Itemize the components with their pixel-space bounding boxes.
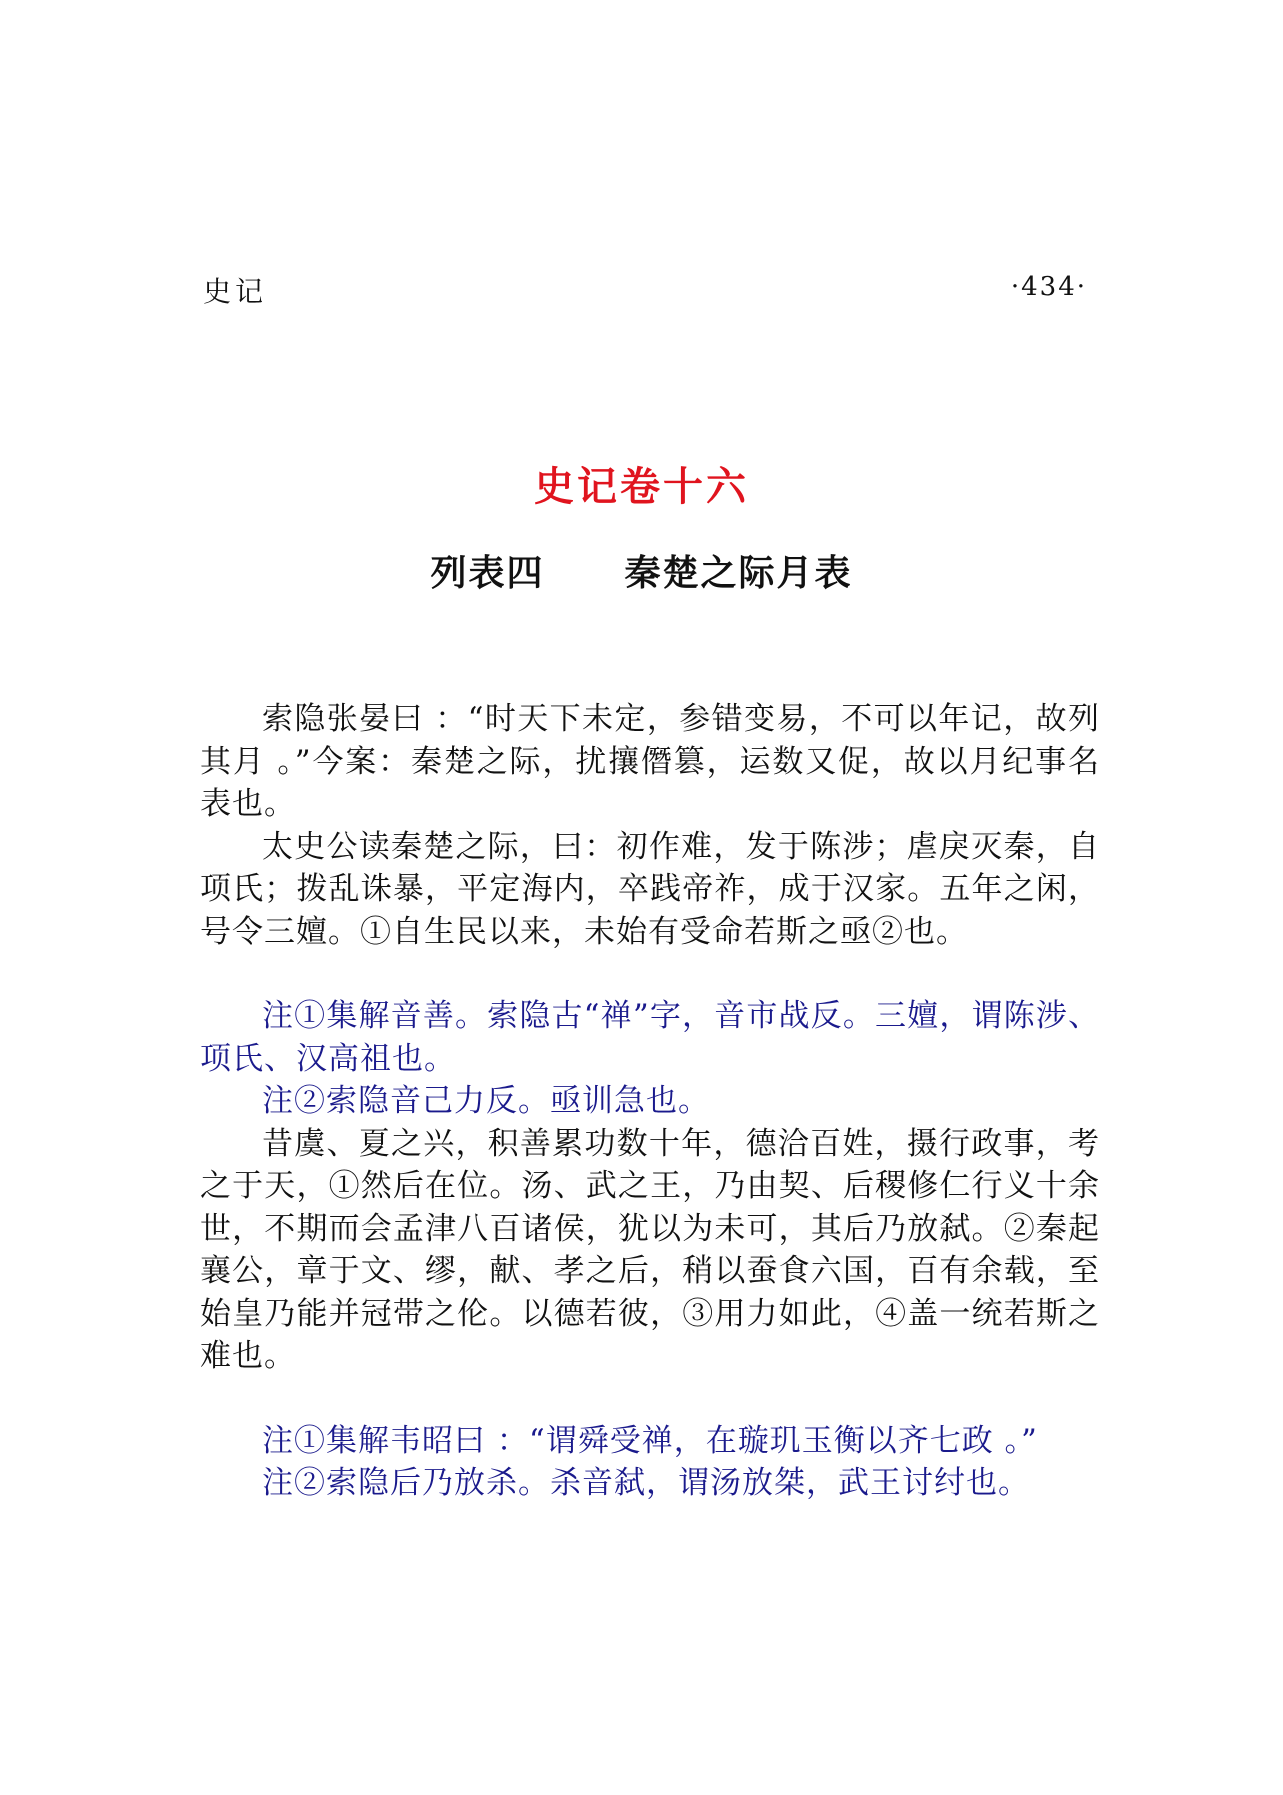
paragraph-spacer — [200, 1378, 1100, 1420]
chapter-title-name: 秦楚之际月表 — [624, 553, 853, 594]
volume-title: 史记卷十六 — [534, 464, 749, 510]
paragraph-intro: 索隐张晏曰 ：“时天下未定，参错变易，不可以年记，故列其月 。”今案：秦楚之际，扰攘僭篡，运数又促，故以月纪事名表也。 — [200, 701, 1100, 822]
running-header-book-title: 史记 — [203, 275, 268, 308]
annotation-note-3: 注①集解韦昭曰 ：“谓舜受禅，在璇玑玉衡以齐七政 。” — [262, 1422, 1038, 1459]
paragraph-main-1: 太史公读秦楚之际，曰：初作难，发于陈涉；虐戾灭秦，自项氏；拨乱诛暴，平定海内，卒践帝祚，成于汉家。五年之闲，号令三嬗。①自生民以来，未始有受命若斯之亟②也。 — [200, 828, 1100, 950]
chapter-title-series: 列表四 — [430, 553, 545, 594]
annotation-note-4: 注②索隐后乃放杀。杀音弑，谓汤放桀，武王讨纣也。 — [262, 1465, 1030, 1501]
paragraph-main-2: 昔虞、夏之兴，积善累功数十年，德洽百姓，摄行政事，考之于天，①然后在位。汤、武之王，乃由契、后稷修仁行义十余世，不期而会孟津八百诸侯，犹以为未可，其后乃放弑。②秦起襄公，章于文、缪，献、孝之后，稍以蚕食六国，百有余载，至始皇乃能并冠带之伦。以德若彼，③用力如此，④盖一统若斯之难也。 — [200, 1125, 1100, 1374]
main-text — [200, 698, 1100, 1505]
chapter-title — [0, 545, 1283, 596]
annotation-note-1: 注①集解音善。索隐古“禅”字，音市战反。三嬗，谓陈涉、项氏、汉高祖也。 — [200, 998, 1100, 1077]
page-number: ·434· — [1010, 272, 1087, 302]
annotation-note-2: 注②索隐音己力反。亟训急也。 — [262, 1083, 710, 1119]
paragraph-spacer — [200, 953, 1100, 995]
